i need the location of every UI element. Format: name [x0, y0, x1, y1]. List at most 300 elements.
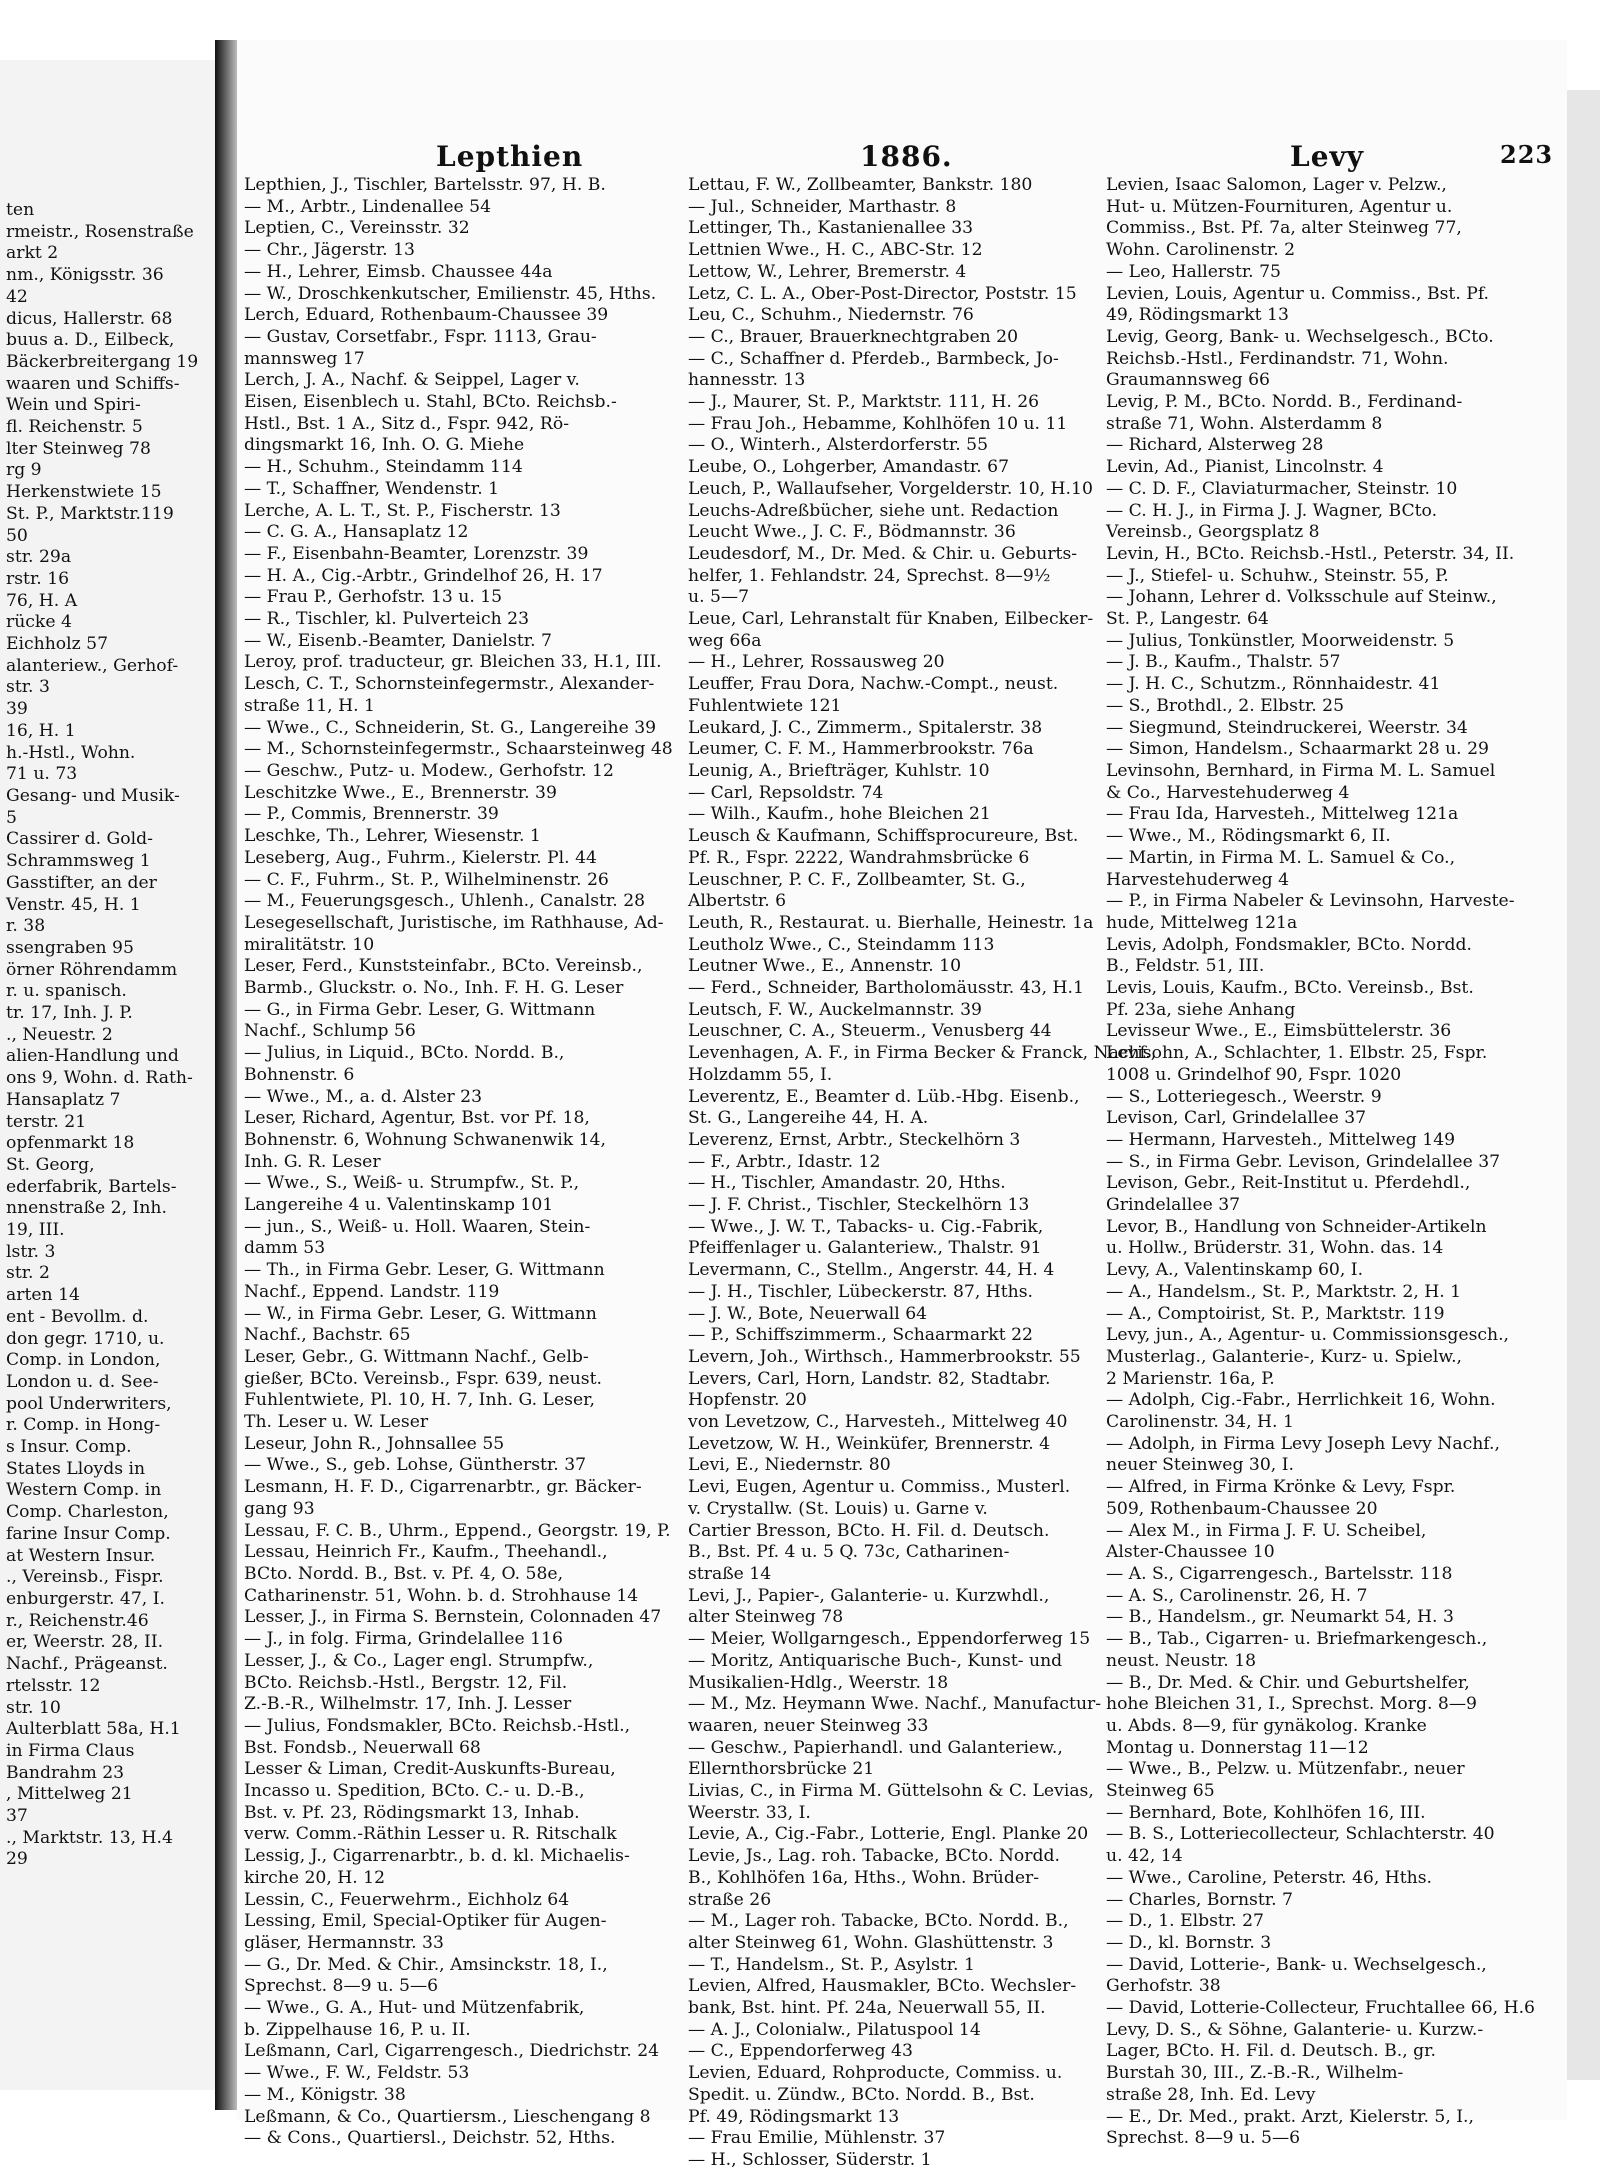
fragment-line: in Firma Claus: [6, 1740, 135, 1761]
fragment-line: r. Comp. in Hong-: [6, 1415, 161, 1436]
directory-entry-line: Lesmann, H. F. D., Cigarrenarbtr., gr. Bäcker-: [244, 1477, 642, 1498]
directory-entry-line: Levy, D. S., & Söhne, Galanterie- u. Kurzw.-: [1106, 2019, 1484, 2040]
directory-entry-line: hohe Bleichen 31, I., Sprechst. Morg. 8—9: [1106, 1694, 1477, 1715]
directory-entry-line: Lerch, J. A., Nachf. & Seippel, Lager v.: [244, 370, 580, 391]
directory-entry-line: u. Hollw., Brüderstr. 31, Wohn. das. 14: [1106, 1238, 1444, 1259]
running-head-year: 1886.: [860, 140, 953, 173]
directory-entry-line: Levig, P. M., BCto. Nordd. B., Ferdinand-: [1106, 392, 1463, 413]
directory-entry-line: Grindelallee 37: [1106, 1195, 1241, 1216]
directory-entry-line: Levi, J., Papier-, Galanterie- u. Kurzwhdl.,: [688, 1585, 1050, 1606]
directory-entry-line: Leschke, Th., Lehrer, Wiesenstr. 1: [244, 826, 541, 847]
directory-entry-line: Levien, Eduard, Rohproducte, Commiss. u.: [688, 2063, 1063, 2084]
directory-entry-line: — Julius, Fondsmakler, BCto. Reichsb.-Hstl.,: [244, 1715, 631, 1736]
directory-entry-line: Pf. R., Fspr. 2222, Wandrahmsbrücke 6: [688, 847, 1030, 868]
directory-entry-line: — G., in Firma Gebr. Leser, G. Wittmann: [244, 999, 596, 1020]
directory-entry-line: Leusch & Kaufmann, Schiffsprocureure, Bst.: [688, 826, 1079, 847]
fragment-line: ssengraben 95: [6, 937, 134, 958]
directory-entry-line: — O., Winterh., Alsterdorferstr. 55: [688, 435, 988, 456]
directory-entry-line: Harvestehuderweg 4: [1106, 869, 1290, 890]
directory-entry-line: — H., Tischler, Amandastr. 20, Hths.: [688, 1173, 1006, 1194]
directory-entry-line: — Wilh., Kaufm., hohe Bleichen 21: [688, 804, 991, 825]
directory-entry-line: Pf. 23a, siehe Anhang: [1106, 999, 1296, 1020]
directory-entry-line: Leuch, P., Wallaufseher, Vorgelderstr. 10, H.10: [688, 478, 1093, 499]
directory-entry-line: — C., Eppendorferweg 43: [688, 2041, 913, 2062]
directory-entry-line: 1008 u. Grindelhof 90, Fspr. 1020: [1106, 1064, 1402, 1085]
fragment-line: ent - Bevollm. d.: [6, 1306, 149, 1327]
directory-entry-line: — S., Brothdl., 2. Elbstr. 25: [1106, 695, 1345, 716]
directory-entry-line: alter Steinweg 61, Wohn. Glashüttenstr. 3: [688, 1932, 1054, 1953]
directory-entry-line: Spedit. u. Zündw., BCto. Nordd. B., Bst.: [688, 2084, 1035, 2105]
left-page-fragment: [0, 60, 218, 2090]
directory-entry-line: straße 71, Wohn. Alsterdamm 8: [1106, 413, 1383, 434]
directory-entry-line: Leukard, J. C., Zimmerm., Spitalerstr. 38: [688, 717, 1043, 738]
directory-column-1: [244, 175, 679, 2150]
directory-entry-line: — Frau Emilie, Mühlenstr. 37: [688, 2128, 946, 2149]
directory-entry-line: Pf. 49, Rödingsmarkt 13: [688, 2106, 900, 2127]
directory-entry-line: — C. G. A., Hansaplatz 12: [244, 522, 469, 543]
directory-entry-line: Levisseur Wwe., E., Eimsbüttelerstr. 36: [1106, 1021, 1452, 1042]
directory-entry-line: Levien, Alfred, Hausmakler, BCto. Wechsler-: [688, 1976, 1077, 1997]
fragment-line: terstr. 21: [6, 1111, 87, 1132]
directory-entry-line: Lerch, Eduard, Rothenbaum-Chaussee 39: [244, 305, 609, 326]
directory-entry-line: 2 Marienstr. 16a, P.: [1106, 1368, 1275, 1389]
fragment-line: ons 9, Wohn. d. Rath-: [6, 1068, 193, 1089]
directory-entry-line: BCto. Reichsb.-Hstl., Bergstr. 12, Fil.: [244, 1672, 568, 1693]
directory-entry-line: Levetzow, W. H., Weinküfer, Brennerstr. 4: [688, 1433, 1051, 1454]
directory-entry-line: — A. S., Carolinenstr. 26, H. 7: [1106, 1585, 1368, 1606]
directory-entry-line: straße 26: [688, 1889, 772, 1910]
directory-entry-line: Lettnien Wwe., H. C., ABC-Str. 12: [688, 240, 983, 261]
directory-entry-line: — Wwe., G. A., Hut- und Mützenfabrik,: [244, 1998, 585, 2019]
directory-entry-line: — C. H. J., in Firma J. J. Wagner, BCto.: [1106, 500, 1438, 521]
directory-entry-line: — J., Stiefel- u. Schuhw., Steinstr. 55, P.: [1106, 565, 1449, 586]
fragment-line: don gegr. 1710, u.: [6, 1328, 165, 1349]
fragment-line: 50: [6, 525, 28, 546]
directory-entry-line: Leu, C., Schuhm., Niedernstr. 76: [688, 305, 974, 326]
directory-entry-line: — W., Eisenb.-Beamter, Danielstr. 7: [244, 630, 552, 651]
directory-entry-line: Weerstr. 33, I.: [688, 1802, 811, 1823]
directory-entry-line: — Wwe., F. W., Feldstr. 53: [244, 2063, 470, 2084]
directory-entry-line: — J. H., Tischler, Lübeckerstr. 87, Hths.: [688, 1281, 1034, 1302]
directory-entry-line: — Wwe., M., Rödingsmarkt 6, II.: [1106, 826, 1391, 847]
directory-entry-line: Levig, Georg, Bank- u. Wechselgesch., BCto.: [1106, 326, 1494, 347]
directory-entry-line: — H., Lehrer, Eimsb. Chaussee 44a: [244, 261, 553, 282]
directory-entry-line: — J., Maurer, St. P., Marktstr. 111, H. 26: [688, 392, 1040, 413]
directory-entry-line: kirche 20, H. 12: [244, 1867, 386, 1888]
directory-entry-line: von Levetzow, C., Harvesteh., Mittelweg 40: [688, 1412, 1068, 1433]
running-head-left: Lepthien: [436, 140, 584, 173]
fragment-line: enburgerstr. 47, I.: [6, 1589, 165, 1609]
fragment-line: nnenstraße 2, Inh.: [6, 1198, 167, 1219]
directory-entry-line: Leser, Ferd., Kunststeinfabr., BCto. Vereinsb.,: [244, 956, 643, 977]
directory-entry-line: u. 5—7: [688, 587, 750, 608]
directory-entry-line: St. G., Langereihe 44, H. A.: [688, 1108, 929, 1129]
directory-entry-line: — Bernhard, Bote, Kohlhöfen 16, III.: [1106, 1802, 1426, 1823]
directory-entry-line: Leutholz Wwe., C., Steindamm 113: [688, 934, 995, 955]
fragment-line: r., Reichenstr.46: [6, 1610, 149, 1631]
directory-entry-line: waaren, neuer Steinweg 33: [688, 1715, 929, 1736]
directory-entry-line: Lessig, J., Cigarrenarbtr., b. d. kl. Michaelis-: [244, 1846, 630, 1867]
directory-entry-line: Steinweg 65: [1106, 1781, 1215, 1802]
directory-entry-line: Leroy, prof. traducteur, gr. Bleichen 33, H.1, III.: [244, 652, 662, 673]
directory-entry-line: Z.-B.-R., Wilhelmstr. 17, Inh. J. Lesser: [244, 1694, 572, 1715]
directory-entry-line: Letz, C. L. A., Ober-Post-Director, Poststr. 15: [688, 283, 1077, 304]
fragment-line: 5: [6, 807, 17, 828]
fragment-line: Herkenstwiete 15: [6, 482, 162, 503]
directory-entry-line: Lesegesellschaft, Juristische, im Rathhause, Ad-: [244, 912, 664, 933]
directory-entry-line: — Alex M., in Firma J. F. U. Scheibel,: [1106, 1520, 1427, 1541]
directory-entry-line: Montag u. Donnerstag 11—12: [1106, 1737, 1369, 1758]
directory-entry-line: BCto. Nordd. B., Bst. v. Pf. 4, O. 58e,: [244, 1564, 564, 1584]
fragment-line: Eichholz 57: [6, 634, 109, 655]
fragment-line: rmeistr., Rosenstraße: [6, 221, 194, 242]
directory-entry-line: — P., in Firma Nabeler & Levinsohn, Harveste-: [1106, 891, 1515, 912]
directory-entry-line: — J. F. Christ., Tischler, Steckelhörn 13: [688, 1195, 1030, 1216]
directory-entry-line: mannsweg 17: [244, 348, 365, 369]
directory-entry-line: — B. S., Lotteriecollecteur, Schlachterstr. 40: [1106, 1824, 1495, 1845]
directory-entry-line: — C. D. F., Claviaturmacher, Steinstr. 10: [1106, 478, 1458, 499]
directory-entry-line: Levin, Ad., Pianist, Lincolnstr. 4: [1106, 457, 1384, 478]
directory-entry-line: Levison, Gebr., Reit-Institut u. Pferdehdl.,: [1106, 1173, 1471, 1194]
directory-entry-line: Levien, Louis, Agentur u. Commiss., Bst. Pf.: [1106, 283, 1490, 304]
directory-entry-line: — A., Comptoirist, St. P., Marktstr. 119: [1106, 1303, 1445, 1324]
fragment-line: Venstr. 45, H. 1: [6, 894, 141, 915]
fragment-line: Gesang- und Musik-: [6, 785, 180, 806]
directory-entry-line: Levisohn, A., Schlachter, 1. Elbstr. 25, Fspr.: [1106, 1043, 1488, 1064]
directory-entry-line: — Wwe., S., Weiß- u. Strumpfw., St. P.,: [244, 1173, 580, 1194]
directory-entry-line: — Charles, Bornstr. 7: [1106, 1889, 1293, 1910]
directory-entry-line: Musterlag., Galanterie-, Kurz- u. Spielw.,: [1106, 1346, 1463, 1367]
directory-entry-line: — Carl, Repsoldstr. 74: [688, 782, 884, 803]
directory-entry-line: neust. Neustr. 18: [1106, 1650, 1257, 1671]
directory-entry-line: Hut- u. Mützen-Fournituren, Agentur u.: [1106, 196, 1453, 217]
fragment-line: fl. Reichenstr. 5: [6, 417, 143, 438]
directory-entry-line: — W., in Firma Gebr. Leser, G. Wittmann: [244, 1303, 597, 1324]
fragment-line: str. 10: [6, 1697, 61, 1718]
fragment-line: r. 38: [6, 916, 46, 937]
fragment-line: arten 14: [6, 1285, 80, 1306]
directory-entry-line: Leudesdorf, M., Dr. Med. & Chir. u. Geburts-: [688, 543, 1078, 564]
directory-entry-line: Langereihe 4 u. Valentinskamp 101: [244, 1195, 554, 1216]
directory-entry-line: Lerche, A. L. T., St. P., Fischerstr. 13: [244, 500, 561, 521]
directory-entry-line: Lettau, F. W., Zollbeamter, Bankstr. 180: [688, 175, 1033, 195]
directory-entry-line: — M., Mz. Heymann Wwe. Nachf., Manufactur-: [688, 1694, 1102, 1715]
directory-entry-line: — C., Brauer, Brauerknechtgraben 20: [688, 326, 1019, 347]
directory-entry-line: Vereinsb., Georgsplatz 8: [1106, 522, 1320, 543]
directory-entry-line: — M., Königstr. 38: [244, 2084, 406, 2105]
fragment-line: tr. 17, Inh. J. P.: [6, 1003, 133, 1024]
directory-entry-line: — Leo, Hallerstr. 75: [1106, 261, 1281, 282]
directory-entry-line: — Julius, Tonkünstler, Moorweidenstr. 5: [1106, 630, 1455, 651]
fragment-line: alanteriew., Gerhof-: [6, 655, 179, 676]
directory-entry-line: — David, Lotterie-Collecteur, Fruchtallee 66, H.6: [1106, 1998, 1535, 2019]
directory-entry-line: — Adolph, Cig.-Fabr., Herrlichkeit 16, Wohn.: [1106, 1390, 1496, 1411]
directory-entry-line: Lettinger, Th., Kastanienallee 33: [688, 218, 974, 239]
directory-entry-line: dingsmarkt 16, Inh. O. G. Miehe: [244, 435, 525, 456]
directory-entry-line: — Simon, Handelsm., Schaarmarkt 28 u. 29: [1106, 739, 1489, 760]
directory-entry-line: Levie, Js., Lag. roh. Tabacke, BCto. Nordd.: [688, 1846, 1060, 1867]
directory-entry-line: Leuth, R., Restaurat. u. Bierhalle, Heinestr. 1a: [688, 912, 1094, 933]
fragment-line: waaren und Schiffs-: [6, 373, 180, 394]
directory-entry-line: Hstl., Bst. 1 A., Sitz d., Fspr. 942, Rö-: [244, 413, 570, 434]
directory-entry-line: Lesser, J., & Co., Lager engl. Strumpfw.,: [244, 1650, 594, 1671]
directory-entry-line: — F., Arbtr., Idastr. 12: [688, 1151, 881, 1172]
directory-entry-line: Leser, Gebr., G. Wittmann Nachf., Gelb-: [244, 1346, 589, 1367]
fragment-line: 37: [6, 1806, 28, 1827]
fragment-line: ., Marktstr. 13, H.4: [6, 1827, 173, 1848]
directory-entry-line: Fuhlentwiete, Pl. 10, H. 7, Inh. G. Leser,: [244, 1390, 595, 1411]
book-gutter: [215, 40, 237, 2110]
directory-entry-line: — Wwe., Caroline, Peterstr. 46, Hths.: [1106, 1867, 1432, 1888]
directory-entry-line: — D., 1. Elbstr. 27: [1106, 1911, 1264, 1932]
directory-entry-line: — D., kl. Bornstr. 3: [1106, 1932, 1272, 1953]
directory-entry-line: — B., Tab., Cigarren- u. Briefmarkengesch.,: [1106, 1629, 1488, 1650]
directory-entry-line: Levenhagen, A. F., in Firma Becker & Franck, Nachf.,: [688, 1043, 1157, 1064]
directory-entry-line: — H., Schlosser, Süderstr. 1: [688, 2149, 932, 2170]
directory-entry-line: — R., Tischler, kl. Pulverteich 23: [244, 609, 530, 630]
directory-entry-line: Leutner Wwe., E., Annenstr. 10: [688, 956, 962, 977]
fragment-line: nm., Königsstr. 36: [6, 265, 164, 286]
directory-entry-line: Levor, B., Handlung von Schneider-Artikeln: [1106, 1216, 1487, 1237]
directory-entry-line: — Meier, Wollgarngesch., Eppendorferweg 15: [688, 1629, 1091, 1650]
fragment-line: 71 u. 73: [6, 764, 78, 785]
directory-entry-line: — & Cons., Quartiersl., Deichstr. 52, Hths.: [244, 2128, 616, 2149]
directory-entry-line: Levin, H., BCto. Reichsb.-Hstl., Peterstr. 34, II.: [1106, 543, 1515, 564]
directory-entry-line: — W., Droschkenkutscher, Emilienstr. 45, Hths.: [244, 283, 657, 304]
directory-entry-line: Levien, Isaac Salomon, Lager v. Pelzw.,: [1106, 175, 1447, 195]
fragment-line: Western Comp. in: [6, 1480, 162, 1501]
directory-entry-line: — Richard, Alsterweg 28: [1106, 435, 1324, 456]
fragment-line: alien-Handlung und: [6, 1046, 179, 1067]
directory-entry-line: — Siegmund, Steindruckerei, Weerstr. 34: [1106, 717, 1468, 738]
directory-entry-line: Lepthien, J., Tischler, Bartelsstr. 97, H. B.: [244, 175, 606, 195]
directory-entry-line: — Johann, Lehrer d. Volksschule auf Steinw.,: [1106, 587, 1497, 608]
fragment-line: Comp. Charleston,: [6, 1502, 169, 1523]
fragment-line: Nachf., Prägeanst.: [6, 1654, 168, 1675]
directory-entry-line: miralitätstr. 10: [244, 934, 375, 955]
directory-entry-line: Albertstr. 6: [688, 891, 787, 912]
directory-entry-line: Leßmann, Carl, Cigarrengesch., Diedrichstr. 24: [244, 2041, 660, 2062]
directory-entry-line: Levy, jun., A., Agentur- u. Commissionsgesch.,: [1106, 1325, 1510, 1346]
directory-entry-line: Bohnenstr. 6: [244, 1064, 355, 1085]
directory-entry-line: — Wwe., J. W. T., Tabacks- u. Cig.-Fabrik,: [688, 1216, 1044, 1237]
directory-entry-line: Levi, Eugen, Agentur u. Commiss., Musterl.: [688, 1477, 1071, 1498]
directory-entry-line: Leverenz, Ernst, Arbtr., Steckelhörn 3: [688, 1129, 1021, 1150]
directory-entry-line: — M., Lager roh. Tabacke, BCto. Nordd. B.,: [688, 1911, 1069, 1932]
directory-entry-line: — Th., in Firma Gebr. Leser, G. Wittmann: [244, 1260, 605, 1281]
page-number: 223: [1500, 140, 1554, 169]
directory-entry-line: — Ferd., Schneider, Bartholomäusstr. 43, H.1: [688, 978, 1084, 999]
directory-entry-line: — G., Dr. Med. & Chir., Amsinckstr. 18, I.,: [244, 1954, 608, 1975]
directory-entry-line: — Moritz, Antiquarische Buch-, Kunst- und: [688, 1650, 1063, 1671]
fragment-line: örner Röhrendamm: [6, 959, 178, 980]
fragment-line: er, Weerstr. 28, II.: [6, 1632, 164, 1653]
directory-entry-line: Lessin, C., Feuerwehrm., Eichholz 64: [244, 1889, 570, 1910]
directory-entry-line: Commiss., Bst. Pf. 7a, alter Steinweg 77,: [1106, 218, 1462, 239]
directory-entry-line: Lessau, F. C. B., Uhrm., Eppend., Georgstr. 19, P.: [244, 1520, 671, 1541]
directory-entry-line: — Julius, in Liquid., BCto. Nordd. B.,: [244, 1043, 565, 1064]
fragment-line: 76, H. A: [6, 590, 78, 611]
directory-entry-line: u. Abds. 8—9, für gynäkolog. Kranke: [1106, 1715, 1427, 1736]
directory-entry-line: Leuffer, Frau Dora, Nachw.-Compt., neust.: [688, 674, 1059, 695]
directory-entry-line: Leuschner, C. A., Steuerm., Venusberg 44: [688, 1021, 1052, 1042]
fragment-line: str. 3: [6, 677, 50, 698]
directory-entry-line: 509, Rothenbaum-Chaussee 20: [1106, 1498, 1378, 1519]
directory-entry-line: Leuchs-Adreßbücher, siehe unt. Redaction: [688, 500, 1059, 521]
directory-entry-line: Levinsohn, Bernhard, in Firma M. L. Samuel: [1106, 760, 1496, 781]
fragment-line: Hansaplatz 7: [6, 1089, 121, 1110]
directory-entry-line: — David, Lotterie-, Bank- u. Wechselgesch.,: [1106, 1954, 1487, 1975]
directory-entry-line: Reichsb.-Hstl., Ferdinandstr. 71, Wohn.: [1106, 348, 1449, 369]
directory-entry-line: Musikalien-Hdlg., Weerstr. 18: [688, 1672, 949, 1693]
directory-entry-line: Livias, C., in Firma M. Güttelsohn & C. Levias,: [688, 1781, 1094, 1802]
directory-entry-line: — H., Lehrer, Rossausweg 20: [688, 652, 945, 673]
directory-entry-line: Lessing, Emil, Special-Optiker für Augen-: [244, 1911, 607, 1932]
directory-entry-line: Sprechst. 8—9 u. 5—6: [244, 1976, 439, 1997]
fragment-line: Wein und Spiri-: [6, 395, 141, 416]
directory-entry-line: gießer, BCto. Vereinsb., Fspr. 639, neust.: [244, 1368, 602, 1389]
fragment-line: 16, H. 1: [6, 720, 76, 741]
directory-entry-line: Lager, BCto. H. Fil. d. Deutsch. B., gr.: [1106, 2041, 1436, 2062]
page-edge: [1567, 90, 1600, 2080]
fragment-line: ederfabrik, Bartels-: [6, 1176, 177, 1197]
directory-entry-line: — Wwe., S., geb. Lohse, Güntherstr. 37: [244, 1455, 587, 1476]
left-page-text: [6, 200, 211, 1871]
directory-entry-line: — Chr., Jägerstr. 13: [244, 240, 415, 261]
fragment-line: rstr. 16: [6, 568, 70, 589]
directory-entry-line: Nachf., Bachstr. 65: [244, 1325, 411, 1346]
fragment-line: St. P., Marktstr.119: [6, 503, 174, 524]
directory-entry-line: — Geschw., Putz- u. Modew., Gerhofstr. 12: [244, 760, 614, 781]
directory-entry-line: Sprechst. 8—9 u. 5—6: [1106, 2128, 1301, 2149]
directory-entry-line: Ellernthorsbrücke 21: [688, 1759, 875, 1780]
directory-entry-line: — H., Schuhm., Steindamm 114: [244, 457, 523, 478]
directory-entry-line: Graumannsweg 66: [1106, 370, 1270, 391]
directory-entry-line: — Geschw., Papierhandl. und Galanteriew.,: [688, 1737, 1063, 1758]
fragment-line: at Western Insur.: [6, 1545, 156, 1566]
directory-entry-line: Leseur, John R., Johnsallee 55: [244, 1433, 505, 1454]
directory-entry-line: — jun., S., Weiß- u. Holl. Waaren, Stein-: [244, 1216, 591, 1237]
directory-entry-line: u. 42, 14: [1106, 1846, 1183, 1867]
directory-entry-line: Leue, Carl, Lehranstalt für Knaben, Eilbecker-: [688, 609, 1094, 630]
directory-column-3: [1106, 175, 1556, 2150]
directory-entry-line: — M., Schornsteinfegermstr., Schaarsteinweg 48: [244, 739, 673, 760]
directory-entry-line: bank, Bst. hint. Pf. 24a, Neuerwall 55, II.: [688, 1998, 1046, 2019]
fragment-line: str. 29a: [6, 547, 72, 568]
directory-entry-line: Levermann, C., Stellm., Angerstr. 44, H. 4: [688, 1260, 1055, 1281]
directory-entry-line: Leutsch, F. W., Auckelmannstr. 39: [688, 999, 982, 1020]
fragment-line: , Mittelweg 21: [6, 1784, 133, 1805]
directory-entry-line: Catharinenstr. 51, Wohn. b. d. Strohhause 14: [244, 1585, 639, 1606]
fragment-line: s Insur. Comp.: [6, 1437, 132, 1458]
fragment-line: Comp. in London,: [6, 1350, 161, 1371]
fragment-line: States Lloyds in: [6, 1458, 146, 1479]
directory-entry-line: — J., in folg. Firma, Grindelallee 116: [244, 1629, 563, 1650]
directory-entry-line: straße 28, Inh. Ed. Levy: [1106, 2084, 1316, 2105]
directory-entry-line: Leucht Wwe., J. C. F., Bödmannstr. 36: [688, 522, 1016, 543]
fragment-line: opfenmarkt 18: [6, 1133, 135, 1154]
directory-entry-line: Lesch, C. T., Schornsteinfegermstr., Alexander-: [244, 674, 655, 695]
directory-entry-line: hude, Mittelweg 121a: [1106, 912, 1298, 933]
fragment-line: arkt 2: [6, 243, 59, 264]
directory-entry-line: Levis, Adolph, Fondsmakler, BCto. Nordd.: [1106, 934, 1472, 955]
fragment-line: St. Georg,: [6, 1154, 95, 1175]
directory-entry-line: St. P., Langestr. 64: [1106, 609, 1269, 630]
directory-entry-line: gläser, Hermannstr. 33: [244, 1932, 444, 1953]
directory-entry-line: Barmb., Gluckstr. o. No., Inh. F. H. G. Leser: [244, 978, 624, 999]
directory-entry-line: 49, Rödingsmarkt 13: [1106, 305, 1289, 326]
directory-entry-line: B., Bst. Pf. 4 u. 5 Q. 73c, Catharinen-: [688, 1542, 1010, 1563]
fragment-line: lter Steinweg 78: [6, 438, 151, 459]
directory-entry-line: Levie, A., Cig.-Fabr., Lotterie, Engl. Planke 20: [688, 1824, 1089, 1845]
directory-entry-line: Bohnenstr. 6, Wohnung Schwanenwik 14,: [244, 1129, 606, 1150]
fragment-line: Gasstifter, an der: [6, 872, 157, 893]
directory-entry-line: Alster-Chaussee 10: [1106, 1542, 1275, 1563]
directory-entry-line: — P., Commis, Brennerstr. 39: [244, 804, 499, 825]
fragment-line: London u. d. See-: [6, 1371, 159, 1392]
directory-entry-line: gang 93: [244, 1498, 315, 1519]
fragment-line: ., Vereinsb., Fispr.: [6, 1567, 164, 1588]
directory-entry-line: Levison, Carl, Grindelallee 37: [1106, 1108, 1367, 1129]
directory-entry-line: — Alfred, in Firma Krönke & Levy, Fspr.: [1106, 1477, 1456, 1498]
directory-entry-line: Leser, Richard, Agentur, Bst. vor Pf. 18,: [244, 1108, 590, 1129]
directory-entry-line: helfer, 1. Fehlandstr. 24, Sprechst. 8—9½: [688, 565, 1051, 586]
fragment-line: h.-Hstl., Wohn.: [6, 742, 136, 763]
directory-entry-line: damm 53: [244, 1238, 326, 1259]
directory-entry-line: Incasso u. Spedition, BCto. C.- u. D.-B.,: [244, 1781, 585, 1802]
directory-entry-line: — Jul., Schneider, Marthastr. 8: [688, 196, 957, 217]
directory-entry-line: — J. W., Bote, Neuerwall 64: [688, 1303, 928, 1324]
directory-entry-line: Leverentz, E., Beamter d. Lüb.-Hbg. Eisenb.,: [688, 1086, 1080, 1107]
directory-entry-line: Leunig, A., Briefträger, Kuhlstr. 10: [688, 760, 990, 781]
directory-entry-line: Pfeiffenlager u. Galanteriew., Thalstr. 91: [688, 1238, 1042, 1259]
directory-entry-line: — Gustav, Corsetfabr., Fspr. 1113, Grau-: [244, 326, 597, 347]
running-head-right: Levy: [1290, 140, 1365, 173]
directory-entry-line: — Martin, in Firma M. L. Samuel & Co.,: [1106, 847, 1456, 868]
fragment-line: ., Neuestr. 2: [6, 1024, 113, 1045]
fragment-line: pool Underwriters,: [6, 1393, 172, 1414]
directory-entry-line: Levern, Joh., Wirthsch., Hammerbrookstr. 55: [688, 1346, 1081, 1367]
directory-entry-line: — C. F., Fuhrm., St. P., Wilhelminenstr. 26: [244, 869, 609, 890]
directory-entry-line: weg 66a: [688, 630, 762, 651]
directory-entry-line: hannesstr. 13: [688, 370, 806, 391]
directory-entry-line: Levi, E., Niedernstr. 80: [688, 1455, 891, 1476]
directory-entry-line: Hopfenstr. 20: [688, 1390, 807, 1411]
directory-entry-line: Eisen, Eisenblech u. Stahl, BCto. Reichsb.-: [244, 392, 617, 413]
fragment-line: Cassirer d. Gold-: [6, 829, 153, 850]
directory-entry-line: straße 11, H. 1: [244, 695, 375, 716]
directory-entry-line: Nachf., Schlump 56: [244, 1021, 416, 1042]
directory-entry-line: — T., Handelsm., St. P., Asylstr. 1: [688, 1954, 975, 1975]
fragment-line: Bandrahm 23: [6, 1762, 125, 1783]
directory-entry-line: — S., Lotteriegesch., Weerstr. 9: [1106, 1086, 1382, 1107]
directory-entry-line: Fuhlentwiete 121: [688, 695, 842, 716]
directory-entry-line: — A., Handelsm., St. P., Marktstr. 2, H. 1: [1106, 1281, 1462, 1302]
directory-entry-line: — Frau Ida, Harvesteh., Mittelweg 121a: [1106, 804, 1459, 825]
fragment-line: ten: [6, 200, 35, 220]
directory-entry-line: Bst. v. Pf. 23, Rödingsmarkt 13, Inhab.: [244, 1802, 580, 1823]
fragment-line: Aulterblatt 58a, H.1: [6, 1719, 181, 1740]
directory-entry-line: Lesser, J., in Firma S. Bernstein, Colonnaden 47: [244, 1607, 662, 1628]
fragment-line: lstr. 3: [6, 1241, 56, 1262]
directory-entry-line: — P., Schiffszimmerm., Schaarmarkt 22: [688, 1325, 1033, 1346]
directory-entry-line: Lessau, Heinrich Fr., Kaufm., Theehandl.,: [244, 1542, 608, 1563]
fragment-line: r. u. spanisch.: [6, 981, 127, 1002]
directory-entry-line: — M., Feuerungsgesch., Uhlenh., Canalstr. 28: [244, 891, 646, 912]
directory-entry-line: Cartier Bresson, BCto. H. Fil. d. Deutsch.: [688, 1520, 1050, 1541]
directory-entry-line: verw. Comm.-Räthin Lesser u. R. Ritschalk: [244, 1824, 617, 1845]
directory-entry-line: — A. S., Cigarrengesch., Bartelsstr. 118: [1106, 1564, 1453, 1584]
